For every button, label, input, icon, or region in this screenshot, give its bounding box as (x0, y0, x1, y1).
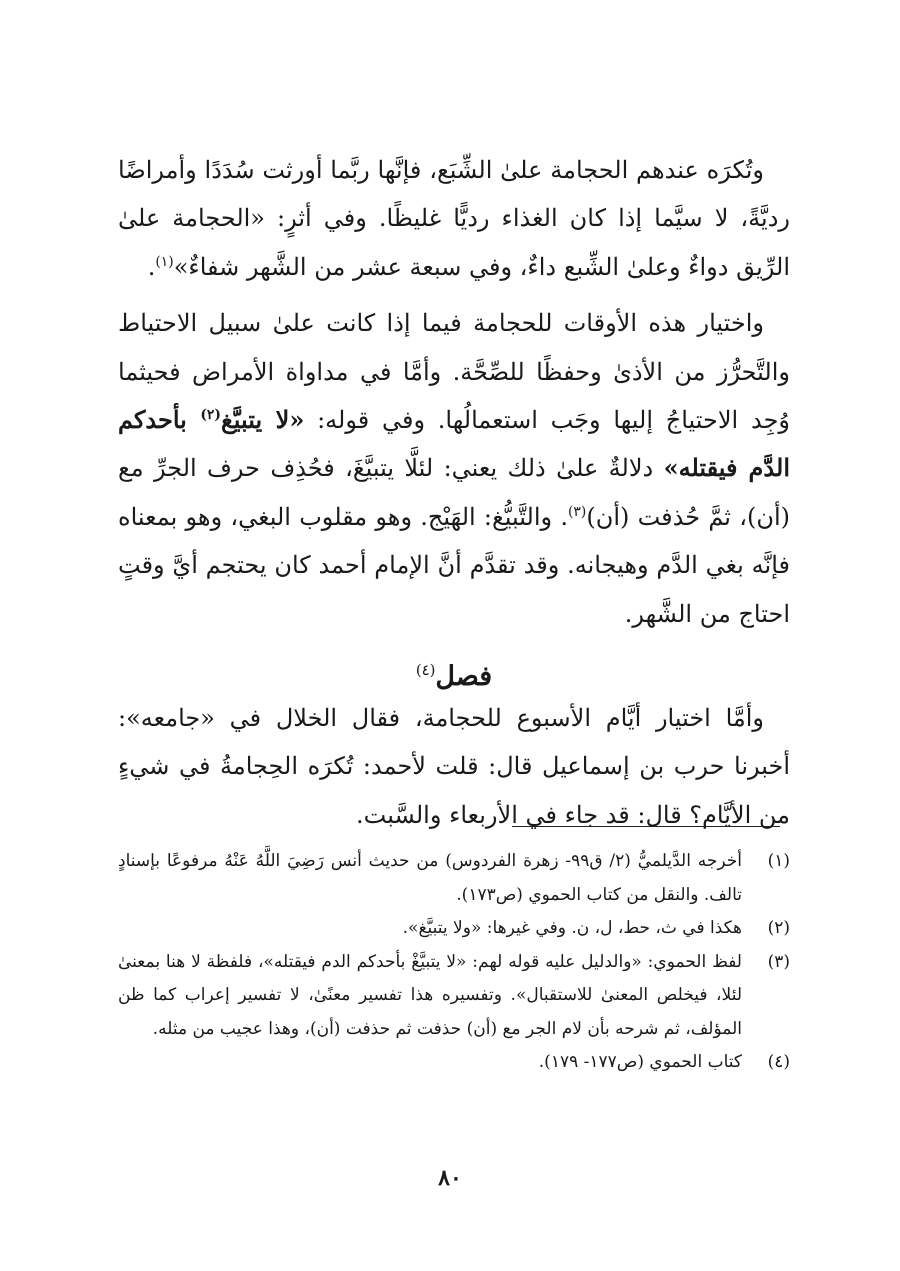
paragraph-1 (118, 146, 790, 291)
footnote-1 (118, 845, 790, 912)
main-text (118, 146, 790, 847)
section-heading-label: فصل (435, 661, 493, 693)
footnote-separator (512, 826, 780, 827)
footnote-ref-3[interactable]: (٣) (567, 503, 587, 520)
paragraph-3-text: وأمَّا اختيار أيَّام الأسبوع للحجامة، فقال الخلال في «جامعه»: أخبرنا حرب بن إسماعيل قال: قلت لأحمد: تُكرَه الحِجامةُ في شيءٍ من الأيَّام؟ قال: قد جاء في الأربعاء والسَّبت. (118, 704, 790, 829)
paragraph-2-text: واختيار هذه الأوقات للحجامة فيما إذا كانت علىٰ سبيل الاحتياط والتَّحرُّز من الأذىٰ وحفظًا للصِّحَّة. وأمَّا في مداواة الأمراض فحيثما وُجِد الاحتياجُ إليها وجَب استعمالُها. وفي قوله: (118, 309, 790, 435)
footnote-ref-2[interactable]: (٢) (200, 407, 221, 424)
footnote-2 (118, 912, 790, 946)
paragraph-1-text: وتُكرَه عندهم الحجامة علىٰ الشِّبَع، فإنَّها ربَّما أورثت سُدَدًا وأمراضًا رديَّةً، لا سيَّما إذا كان الغذاء رديًّا غليظًا. وفي أثرٍ: «الحجامة علىٰ الرِّيق دواءٌ وعلىٰ الشِّبع داءٌ، وفي سبعة عشر من الشَّهر شفاءٌ» (118, 156, 790, 281)
footnote-number: (٣) (767, 951, 790, 972)
footnote-3 (118, 946, 790, 1047)
hadith-quote-end: بأحدكم الدَّم فيقتله» (118, 405, 790, 483)
page-number: ٨٠ (438, 1165, 462, 1191)
paragraph-2-text-3: . والتَّبيُّغ: الهَيْج. وهو مقلوب البغي، وهو بمعناه فإنَّه بغي الدَّم وهيجانه. وقد تقدَّم أنَّ الإمام أحمد كان يحتجم أيَّ وقتٍ احتاج من الشَّهر. (118, 502, 790, 628)
paragraph-2-text-2: دلالةٌ علىٰ ذلك يعني: لئلَّا يتبيَّغَ، فحُذِف حرف الجرِّ مع (أن)، ثمَّ حُذفت (أن) (118, 454, 791, 531)
footnote-text: كتاب الحموي (ص١٧٧- ١٧٩). (538, 1052, 742, 1072)
footnote-number: (٢) (767, 918, 790, 938)
footnote-text: هكذا في ث، حط، ل، ن. وفي غيرها: «ولا يتبيَّغ». (402, 918, 742, 938)
footnote-text: أخرجه الدَّيلميُّ (٢/ ق٩٩- زهرة الفردوس) من حديث أنس رَضِيَ اللَّهُ عَنْهُ مرفوعًا بإسنادٍ تالف. والنقل من كتاب الحموي (ص١٧٣). (118, 851, 742, 905)
footnote-number: (١) (767, 851, 790, 871)
footnotes (118, 845, 790, 1080)
footnote-number: (٤) (767, 1052, 790, 1072)
footnote-text: لفظ الحموي: «والدليل عليه قوله لهم: «لا يتبيَّغْ بأحدكم الدم فيقتله»، فلفظة لا هنا بمعنىٰ لئلا، فيخلص المعنىٰ للاستقبال». وتفسيره هذا تفسير معنًىٰ، لا تفسير إعراب كما ظن المؤلف، ثم شرحه بأن لام الجر مع (أن) حذفت ثم حذفت (أن)، وهذا عجيب من مثله. (118, 951, 742, 1039)
paragraph-2 (118, 299, 790, 638)
footnote-4 (118, 1046, 790, 1080)
section-heading (118, 646, 790, 694)
paragraph-1-end: . (147, 252, 156, 281)
paragraph-3 (118, 694, 790, 839)
hadith-quote-start: «لا يتبيَّغ (220, 405, 305, 435)
footnote-ref-4[interactable]: (٤) (415, 661, 436, 680)
footnote-ref-1[interactable]: (١) (155, 253, 174, 270)
